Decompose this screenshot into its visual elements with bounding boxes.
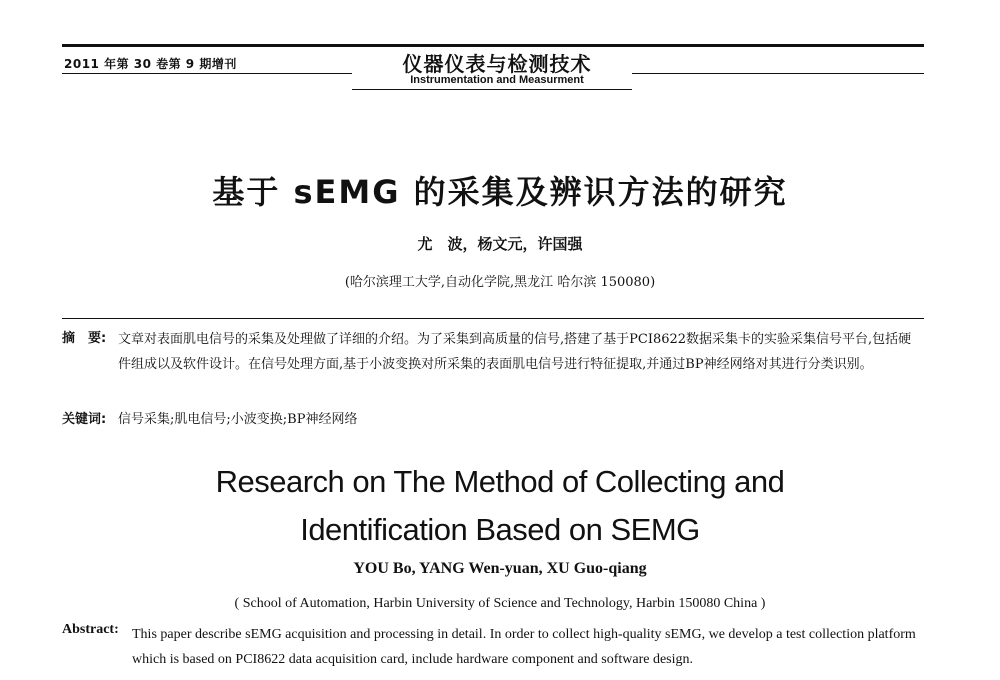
article-title-en bbox=[0, 458, 1000, 554]
abstract-cn: 文章对表面肌电信号的采集及处理做了详细的介绍。为了采集到高质量的信号,搭建了基于PCI8622数据采集卡的实验采集信号平台,包括硬件组成以及软件设计。在信号处理方面,基于小波变换对所采集的表面肌电信号进行特征提取,并通过BP神经网络对其进行分类识别。 bbox=[118, 332, 912, 372]
affiliation-cn: (哈尔滨理工大学,自动化学院,黑龙江 哈尔滨 150080) bbox=[344, 275, 656, 290]
abstract-label-cn: 摘 要: bbox=[62, 331, 107, 346]
header-top-rule bbox=[62, 44, 924, 47]
authors-en: YOU Bo, YANG Wen-yuan, XU Guo-qiang bbox=[353, 560, 647, 577]
abstract-label-en: Abstract: bbox=[62, 622, 119, 637]
title-en-line-1: Research on The Method of Collecting and bbox=[215, 464, 785, 499]
article-title-cn: 基于 sEMG 的采集及辨识方法的研究 bbox=[212, 173, 788, 211]
abstract-en: This paper describe sEMG acquisition and processing in detail. In order to collect high-quality sEMG, we develop a test collection platform which is based on PCI8622 data acquisition card, include hardware component and software design. bbox=[132, 627, 916, 667]
journal-title-en: Instrumentation and Measurment bbox=[410, 74, 584, 86]
header-rule-center bbox=[352, 89, 632, 90]
header-rule-right bbox=[632, 73, 924, 74]
title-en-line-2: Identification Based on SEMG bbox=[300, 512, 700, 547]
header-rule-left bbox=[62, 73, 352, 74]
issue-info: 2011 年第 30 卷第 9 期增刊 bbox=[64, 57, 237, 71]
authors-cn: 尤 波，杨文元，许国强 bbox=[417, 235, 583, 253]
abstract-divider bbox=[62, 318, 924, 319]
keywords-cn: 信号采集;肌电信号;小波变换;BP神经网络 bbox=[118, 412, 358, 427]
journal-title-cn: 仪器仪表与检测技术 bbox=[402, 52, 592, 76]
affiliation-en: ( School of Automation, Harbin University of Science and Technology, Harbin 150080 China ) bbox=[234, 596, 766, 611]
keywords-label-cn: 关键词: bbox=[62, 412, 107, 427]
